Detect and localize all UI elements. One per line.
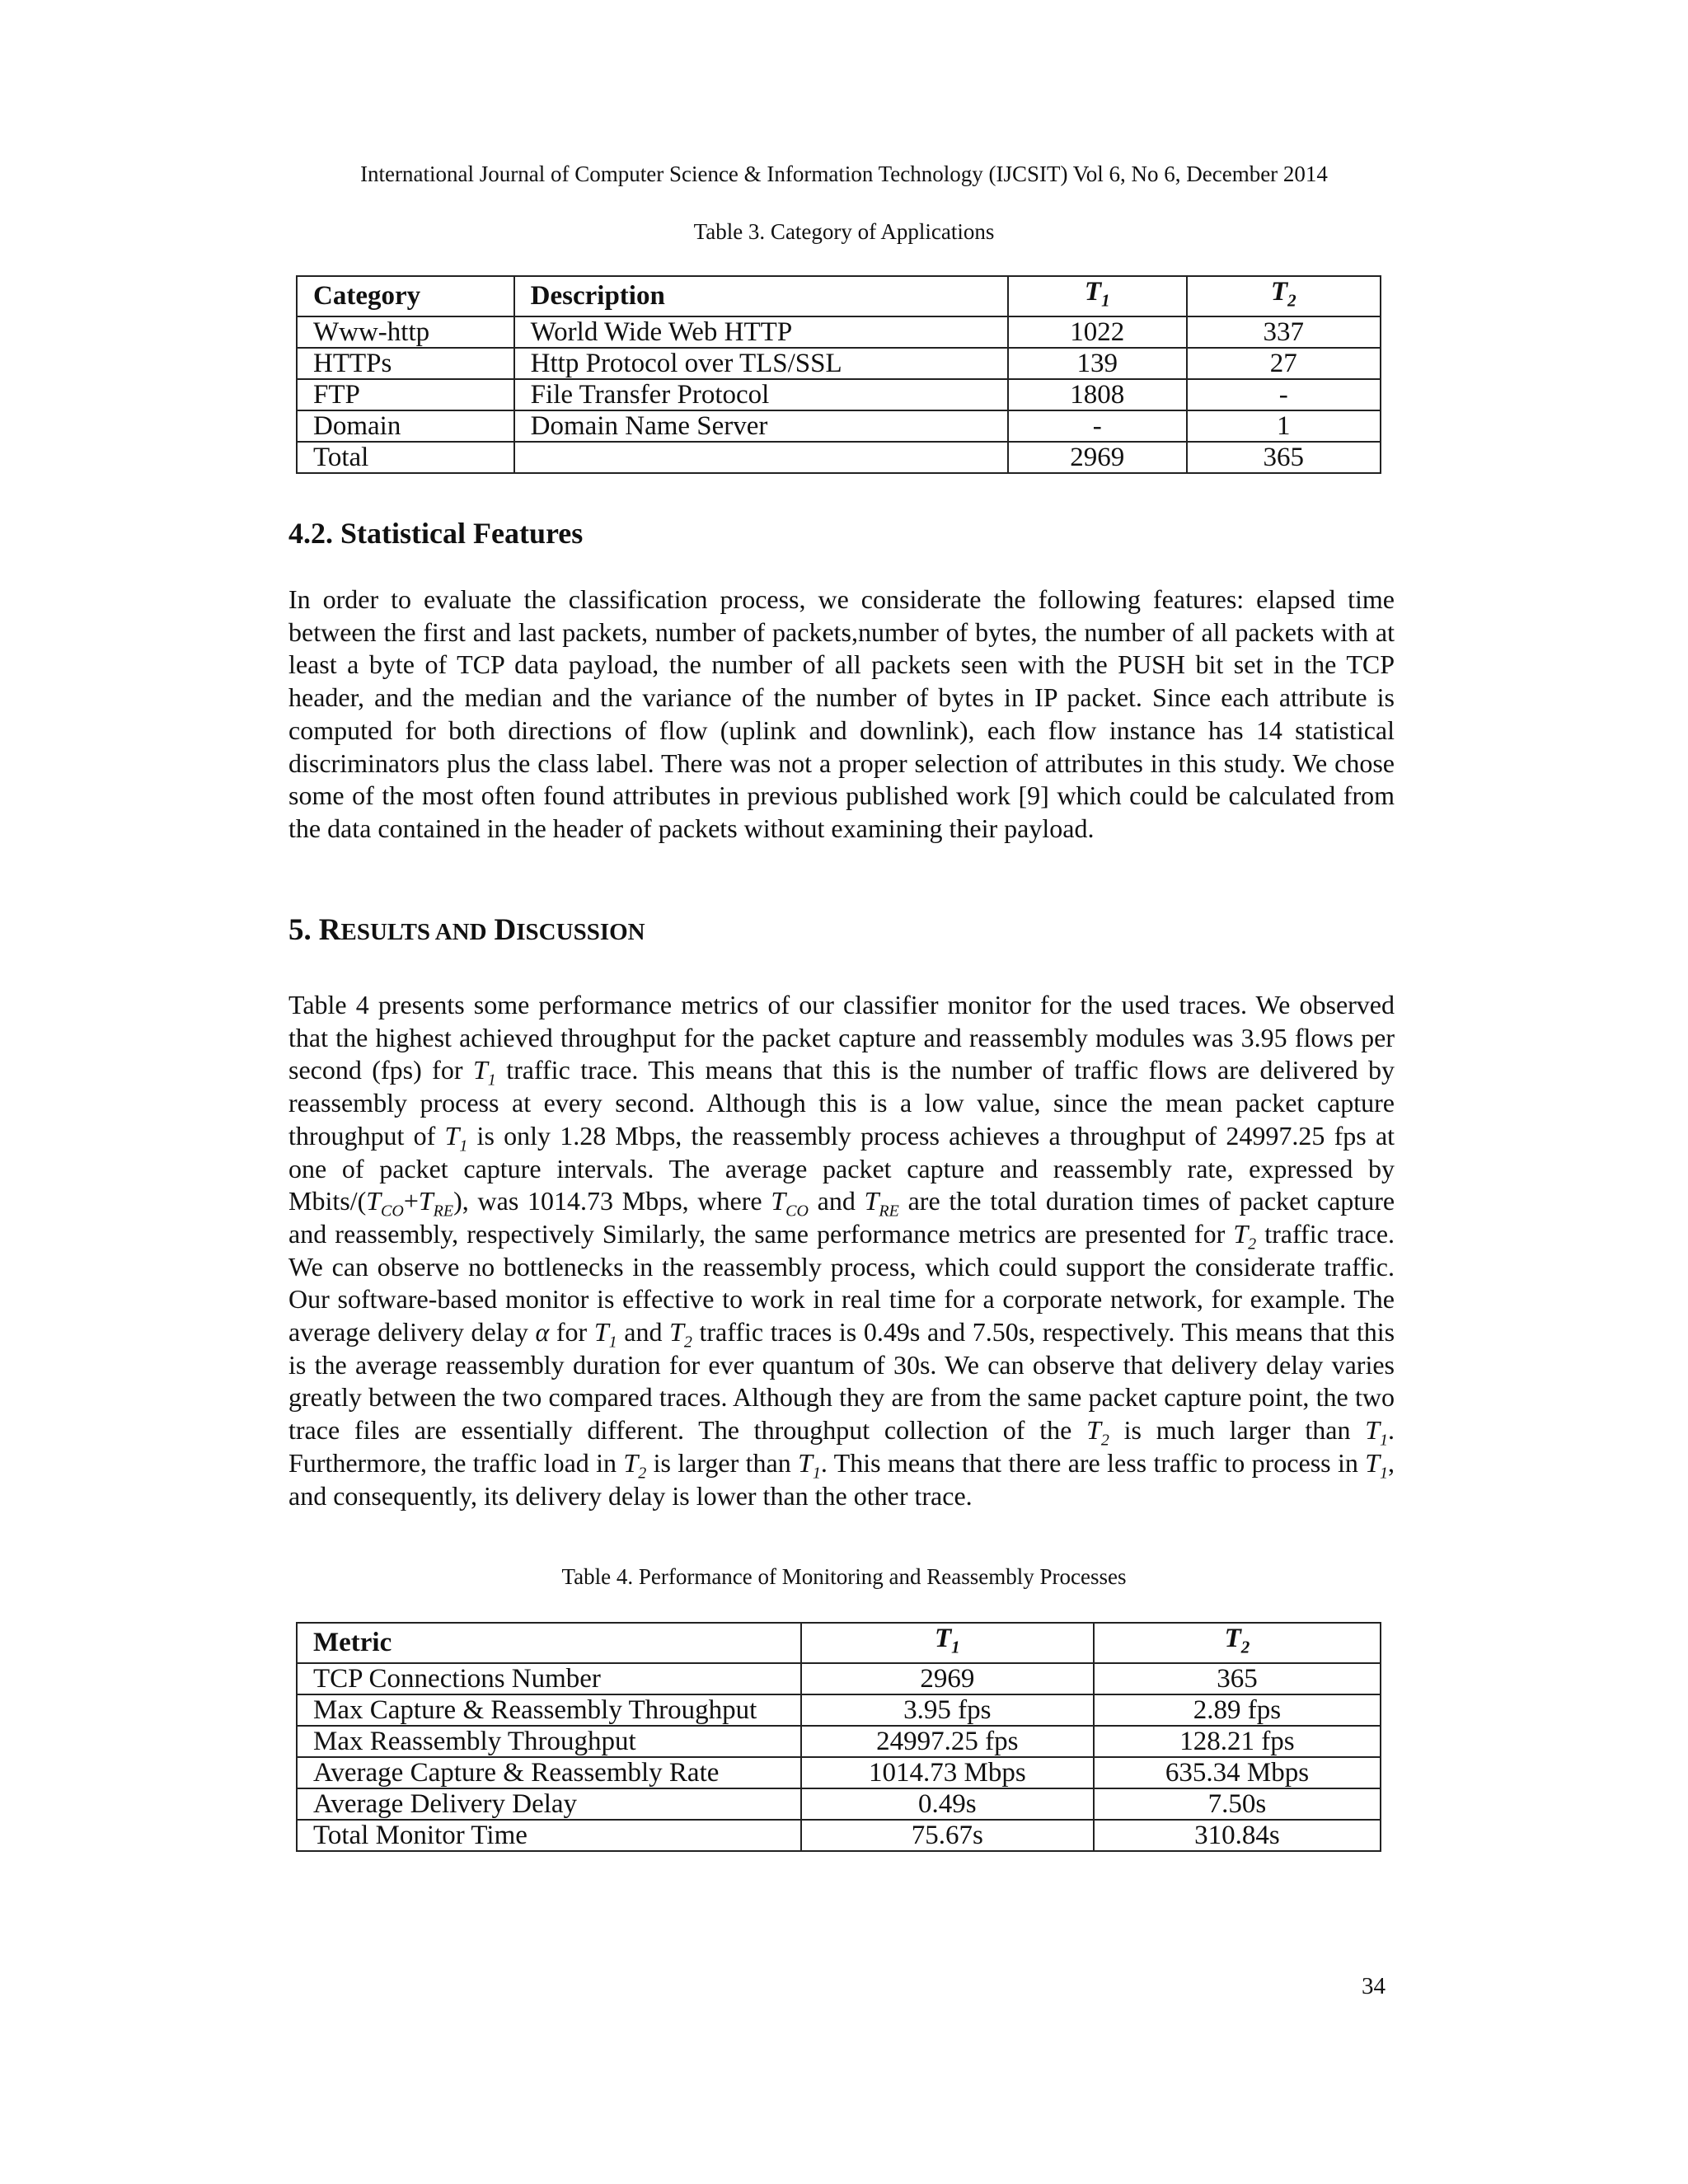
table4-cell: 1014.73 Mbps — [801, 1757, 1094, 1788]
running-header: International Journal of Computer Science & Information Technology (IJCSIT) Vol 6, No 6, December 2014 — [360, 162, 1328, 186]
table4-cell: 635.34 Mbps — [1094, 1757, 1381, 1788]
table3-cell: 337 — [1187, 316, 1381, 348]
table4-cell: Average Delivery Delay — [297, 1788, 801, 1820]
table3-cell: - — [1008, 410, 1187, 442]
table3-header-description: Description — [514, 276, 1008, 316]
table3-caption: Table 3. Category of Applications — [693, 219, 995, 244]
table3-cell: 1 — [1187, 410, 1381, 442]
page-number: 34 — [1362, 1973, 1386, 1999]
table3-header-row — [297, 276, 1381, 316]
table3-cell: Http Protocol over TLS/SSL — [514, 348, 1008, 379]
table3-cell: FTP — [297, 379, 514, 410]
table3-cell: File Transfer Protocol — [514, 379, 1008, 410]
table4-cell: 365 — [1094, 1663, 1381, 1694]
table4-cell: TCP Connections Number — [297, 1663, 801, 1694]
table3 — [296, 275, 1381, 474]
table3-header-t2: $T_2$ — [1187, 276, 1381, 316]
table3-cell: HTTPs — [297, 348, 514, 379]
section-4-2-heading: 4.2. Statistical Features — [288, 517, 584, 550]
table4-cell: 128.21 fps — [1094, 1726, 1381, 1757]
table3-cell: 1808 — [1008, 379, 1187, 410]
table3-row — [297, 379, 1381, 410]
section-5-heading: 5. RESULTS AND DISCUSSION — [288, 913, 645, 947]
table3-cell: 1022 — [1008, 316, 1187, 348]
table3-cell: Www-http — [297, 316, 514, 348]
table4-cell: Max Reassembly Throughput — [297, 1726, 801, 1757]
table4-cell: 2969 — [801, 1663, 1094, 1694]
table3-cell — [514, 442, 1008, 473]
table3-cell: 2969 — [1008, 442, 1187, 473]
table4-cell: Max Capture & Reassembly Throughput — [297, 1694, 801, 1726]
table4-cell: 24997.25 fps — [801, 1726, 1094, 1757]
table3-cell: 365 — [1187, 442, 1381, 473]
table3-row — [297, 348, 1381, 379]
section-5-paragraph: Table 4 presents some performance metrics of our classifier monitor for the used traces. We observed that the highest achieved throughput for the packet capture and reassembly modules was 3.95 flows per second (fps) for $T_1$ traffic trace. This means that this is the number of traffic flows are delivered by reassembly process at every second. Although this is a low value, since the mean packet capture throughput of $T_1$ is only 1.28 Mbps, the reassembly process achieves a throughput of 24997.25 fps at one of packet capture intervals. The average packet capture and reassembly rate, expressed by Mbits/$(T_{CO}+T_{RE})$, was 1014.73 Mbps, where $T_{CO}$ and $T_{RE}$ are the total duration times of packet capture and reassembly, respectively Similarly, the same performance metrics are presented for $T_2$ traffic trace. We can observe no bottlenecks in the reassembly process, which could support the considerate traffic. Our software-based monitor is effective to work in real time for a corporate network, for example. The average delivery delay α for $T_1$ and $T_2$ traffic traces is 0.49s and 7.50s, respectively. This means that this is the average reassembly duration for ever quantum of 30s. We can observe that delivery delay varies greatly between the two compared traces. Although they are from the same packet capture point, the two trace files are essentially different. The throughput collection of the $T_2$ is much larger than $T_1$. Furthermore, the traffic load in $T_2$ is larger than $T_1$. This means that there are less traffic to process in $T_1$, and consequently, its delivery delay is lower than the other trace. — [288, 990, 1395, 1511]
table4-row — [297, 1726, 1381, 1757]
table4-cell: Average Capture & Reassembly Rate — [297, 1757, 801, 1788]
table4-row — [297, 1820, 1381, 1851]
table4-header-metric: Metric — [297, 1623, 801, 1663]
table4-row — [297, 1788, 1381, 1820]
table3-row — [297, 316, 1381, 348]
table4-header-row — [297, 1623, 1381, 1663]
table4-row — [297, 1663, 1381, 1694]
table4-row — [297, 1757, 1381, 1788]
table3-cell: Total — [297, 442, 514, 473]
table3-row — [297, 410, 1381, 442]
table3-cell: - — [1187, 379, 1381, 410]
table3-cell: Domain Name Server — [514, 410, 1008, 442]
table4-cell: 75.67s — [801, 1820, 1094, 1851]
table4-cell: 3.95 fps — [801, 1694, 1094, 1726]
table3-cell: 139 — [1008, 348, 1187, 379]
table4-cell: 7.50s — [1094, 1788, 1381, 1820]
table3-cell: Domain — [297, 410, 514, 442]
table4 — [296, 1622, 1381, 1852]
table3-header-t1: $T_1$ — [1008, 276, 1187, 316]
table4-cell: 310.84s — [1094, 1820, 1381, 1851]
table4-cell: 0.49s — [801, 1788, 1094, 1820]
table3-row — [297, 442, 1381, 473]
table4-header-t2: $T_2$ — [1094, 1623, 1381, 1663]
section-4-2-paragraph: In order to evaluate the classification process, we considerate the following features: elapsed time between the first and last packets, number of packets,number of bytes, the number of all packets with at least a byte of TCP data payload, the number of all packets seen with the PUSH bit set in the TCP header, and the median and the variance of the number of bytes in IP packet. Since each attribute is computed for both directions of flow (uplink and downlink), each flow instance has 14 statistical discriminators plus the class label. There was not a proper selection of attributes in this study. We chose some of the most often found attributes in previous published work [9] which could be calculated from the data contained in the header of packets without examining their payload. — [288, 584, 1395, 843]
table3-header-category: Category — [297, 276, 514, 316]
table3-cell: World Wide Web HTTP — [514, 316, 1008, 348]
table4-caption: Table 4. Performance of Monitoring and Reassembly Processes — [561, 1564, 1127, 1589]
table4-row — [297, 1694, 1381, 1726]
table4-cell: Total Monitor Time — [297, 1820, 801, 1851]
table4-cell: 2.89 fps — [1094, 1694, 1381, 1726]
table3-cell: 27 — [1187, 348, 1381, 379]
table4-header-t1: $T_1$ — [801, 1623, 1094, 1663]
